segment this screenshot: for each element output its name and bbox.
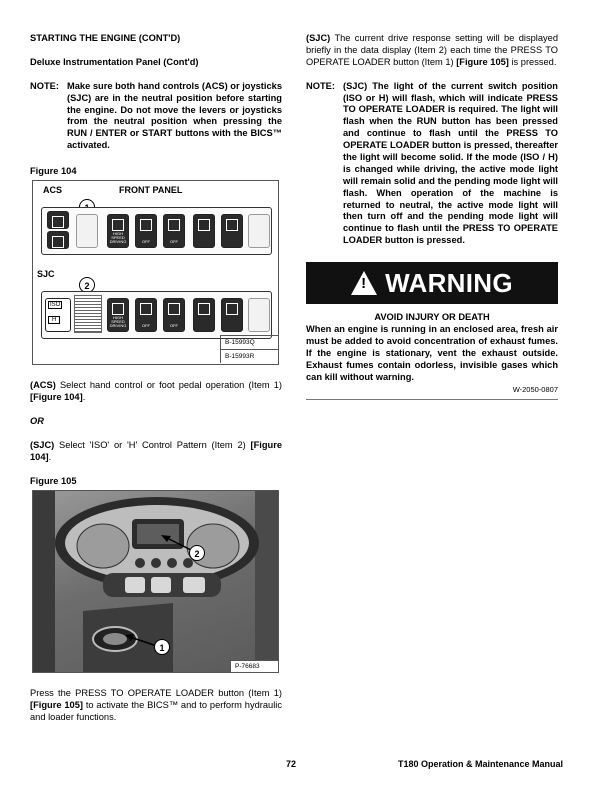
sjc-off-switch-b[interactable]: OFF: [163, 298, 185, 332]
warning-title: WARNING: [385, 267, 513, 298]
blank-switch-right: [248, 214, 270, 248]
hazard-switch[interactable]: [193, 214, 215, 248]
note-text: Make sure both hand controls (ACS) or joysticks (SJC) are in the neutral position before starting the engine. Do not move the levers or joysticks from the neutral position when pressing the RUN / ENTER or START buttons with the BICS™ activated.: [67, 80, 282, 151]
sjc-paragraph: (SJC) Select 'ISO' or 'H' Control Pattern (Item 2) [Figure 104].: [30, 439, 282, 462]
figure-104: [32, 180, 279, 365]
off-switch-b[interactable]: OFF: [163, 214, 185, 248]
left-column: [30, 33, 282, 178]
sjc-hazard-switch[interactable]: [193, 298, 215, 332]
warning-text: When an engine is running in an enclosed area, fresh air must be added to avoid concentration of exhaust fumes. If the engine is stationary, vent the exhaust outside. Exhaust fumes contain odorless, invisible gases which can kill without warning.: [306, 324, 558, 382]
note-label: NOTE:: [30, 80, 59, 91]
press-paragraph: Press the PRESS TO OPERATE LOADER button (Item 1) [Figure 105] to activate the BICS™ and to perform hydraulic and loader functions.: [30, 688, 282, 722]
figure-105-caption: Figure 105: [30, 476, 77, 487]
callout-2-fig105: 2: [189, 545, 205, 561]
front-panel-label: FRONT PANEL: [119, 185, 183, 195]
acs-foot-switch[interactable]: [47, 231, 69, 249]
page-number: 72: [286, 759, 297, 769]
figure-105-photo: [32, 490, 279, 673]
sjc-display-paragraph: (SJC) The current drive response setting will be displayed briefly in the data display (Item 2) each time the PRESS TO OPERATE LOADER button (Item 1) [Figure 105] is pressed.: [306, 33, 558, 67]
blank-switch: [76, 214, 98, 248]
acs-hand-switch[interactable]: [47, 211, 69, 229]
sjc-drive-switch[interactable]: HIGH SPEED DRIVING: [107, 298, 129, 332]
figure-104-caption: Figure 104: [30, 166, 77, 177]
right-note-text: (SJC) The light of the current switch position (ISO or H) will flash, which will indicate PRESS TO OPERATE LOADER is required. The light will flash when the RUN button has been pressed and continue to flash until the PRESS TO OPERATE LOADER button is pressed, thereafter the light will become solid. If the mode (ISO / H) is changed while driving, the active mode light will remain solid and the pending mode light will flash. When operation of the machine is returned to neutral, the active mode light will then turn off and the pending mode light will continue to flash until the PRESS TO OPERATE LOADER button is pressed.: [343, 80, 558, 246]
figure-ref-r: B-15993R: [220, 349, 278, 363]
sjc-blank-switch-right: [248, 298, 270, 332]
acs-front-panel: [41, 207, 272, 255]
figure-105-ref: P-76683: [230, 660, 278, 672]
figure-ref-q: B-15993Q: [220, 335, 278, 349]
sjc-decal: [74, 295, 102, 333]
warning-triangle-icon: !: [351, 271, 377, 295]
sjc-label: SJC: [37, 269, 55, 279]
right-column: [306, 33, 558, 400]
note-block: [30, 81, 282, 152]
iso-label: ISO: [50, 302, 61, 308]
drive-switch[interactable]: HIGH SPEED DRIVING: [107, 214, 129, 248]
sjc-front-panel: [41, 291, 272, 339]
iso-h-switch[interactable]: [45, 298, 71, 332]
warning-rule: [306, 399, 558, 400]
warning-code: W-2050-0807: [512, 385, 558, 395]
sjc-light-switch[interactable]: [221, 298, 243, 332]
left-column-lower: [30, 380, 282, 488]
manual-title: T180 Operation & Maintenance Manual: [398, 759, 564, 769]
right-note-label: NOTE:: [306, 80, 335, 91]
light-switch[interactable]: [221, 214, 243, 248]
subsection-heading: Deluxe Instrumentation Panel (Cont'd): [30, 56, 199, 67]
or-label: OR: [30, 415, 44, 426]
off-switch-a[interactable]: OFF: [135, 214, 157, 248]
sjc-off-switch-a[interactable]: OFF: [135, 298, 157, 332]
press-paragraph-wrap: [30, 688, 282, 724]
callout-1-fig105: 1: [154, 639, 170, 655]
h-label: H: [48, 316, 60, 324]
warning-subtitle: AVOID INJURY OR DEATH: [374, 312, 490, 323]
section-heading: STARTING THE ENGINE (CONT'D): [30, 33, 181, 43]
acs-label: ACS: [43, 185, 63, 195]
callout-2: 2: [79, 277, 95, 293]
acs-paragraph: (ACS) Select hand control or foot pedal operation (Item 1) [Figure 104].: [30, 380, 282, 402]
right-note-block: [306, 81, 558, 247]
warning-banner: [306, 262, 558, 304]
